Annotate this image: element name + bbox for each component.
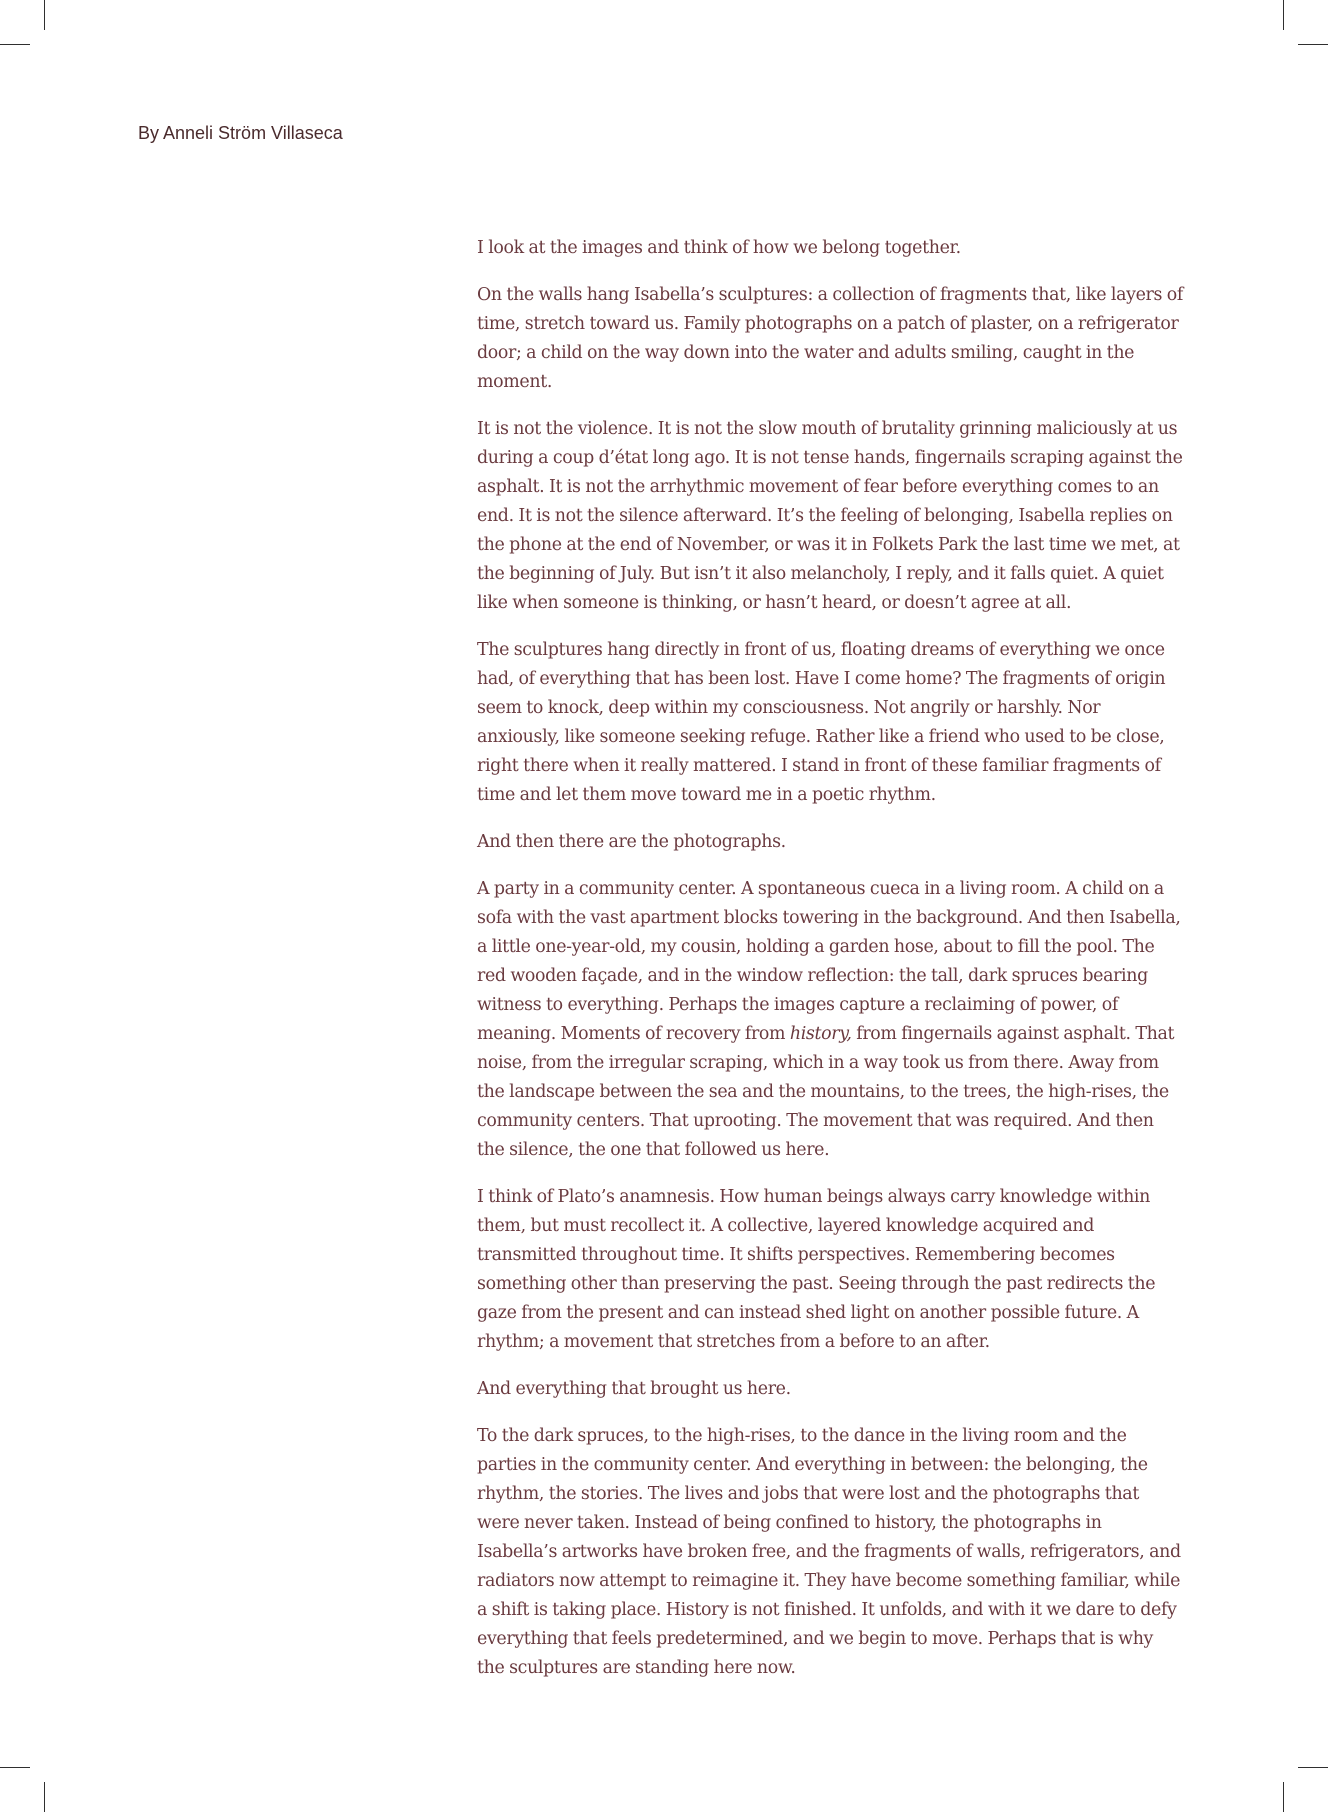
italic-word: history, <box>789 1024 852 1044</box>
author-byline: By Anneli Ström Villaseca <box>138 123 343 143</box>
paragraph: It is not the violence. It is not the slow mouth of brutality grinning maliciously at us during a coup d’état long ago. It is not tense hands, fingernails scraping against the asphalt. It is not the arrhythmic movement of fear before everything comes to an end. It is not the silence afterward. It’s the feeling of belonging, Isabella replies on the phone at the end of November, or was it in Folkets Park the last time we met, at the beginning of July. But isn’t it also melancholy, I reply, and it falls quiet. A quiet like when someone is thinking, or hasn’t heard, or doesn’t agree at all. <box>477 419 1183 613</box>
crop-mark <box>44 1782 45 1812</box>
paragraph: And then there are the photographs. <box>477 832 786 852</box>
crop-mark <box>44 0 45 30</box>
paragraph: On the walls hang Isabella’s sculptures: a collection of fragments that, like layers of time, stretch toward us. Family photographs on a patch of plaster, on a refrigerator door; a child on the way down into the water and adults smiling, caught in the moment. <box>477 285 1183 392</box>
paragraph: I think of Plato’s anamnesis. How human beings always carry knowledge within them, but must recollect it. A collective, layered knowledge acquired and transmitted throughout time. It shifts perspectives. Remembering becomes something other than preserving the past. Seeing through the past redirects the gaze from the present and can instead shed light on another possible future. A rhythm; a movement that stretches from a before to an after. <box>477 1187 1156 1352</box>
essay-body <box>477 234 1183 1701</box>
paragraph: I look at the images and think of how we belong together. <box>477 238 961 258</box>
paragraph: To the dark spruces, to the high-rises, to the dance in the living room and the parties in the community center. And everything in between: the belonging, the rhythm, the stories. The lives and jobs that were lost and the photographs that were never taken. Instead of being confined to history, the photographs in Isabella’s artworks have broken free, and the fragments of walls, refrigerators, and radiators now attempt to reimagine it. They have become something familiar, while a shift is taking place. History is not finished. It unfolds, and with it we dare to defy everything that feels predetermined, and we begin to move. Perhaps that is why the sculptures are standing here now. <box>477 1426 1181 1678</box>
crop-mark <box>1283 1782 1284 1812</box>
crop-mark <box>1283 0 1284 30</box>
crop-mark <box>0 44 30 45</box>
paragraph <box>477 875 1183 1165</box>
crop-mark <box>0 1767 30 1768</box>
paragraph: The sculptures hang directly in front of us, floating dreams of everything we once had, of everything that has been lost. Have I come home? The fragments of origin seem to knock, deep within my consciousness. Not angrily or harshly. Nor anxiously, like someone seeking refuge. Rather like a friend who used to be close, right there when it really mattered. I stand in front of these familiar fragments of time and let them move toward me in a poetic rhythm. <box>477 640 1166 805</box>
crop-mark <box>1298 44 1328 45</box>
paragraph-text: A party in a community center. A spontaneous cueca in a living room. A child on a sofa with the vast apartment blocks towering in the background. And then Isabella, a little one-year-old, my cousin, holding a garden hose, about to fill the pool. The red wooden façade, and in the window reflection: the tall, dark spruces bearing witness to everything. Perhaps the images capture a reclaiming of power, of meaning. Moments of recovery from <box>477 879 1181 1044</box>
crop-mark <box>1298 1767 1328 1768</box>
paragraph-text: from fingernails against asphalt. That noise, from the irregular scraping, which in a way took us from there. Away from the landscape between the sea and the mountains, to the trees, the high-rises, the community centers. That uprooting. The movement that was required. And then the silence, the one that followed us here. <box>477 1024 1175 1160</box>
paragraph: And everything that brought us here. <box>477 1379 791 1399</box>
